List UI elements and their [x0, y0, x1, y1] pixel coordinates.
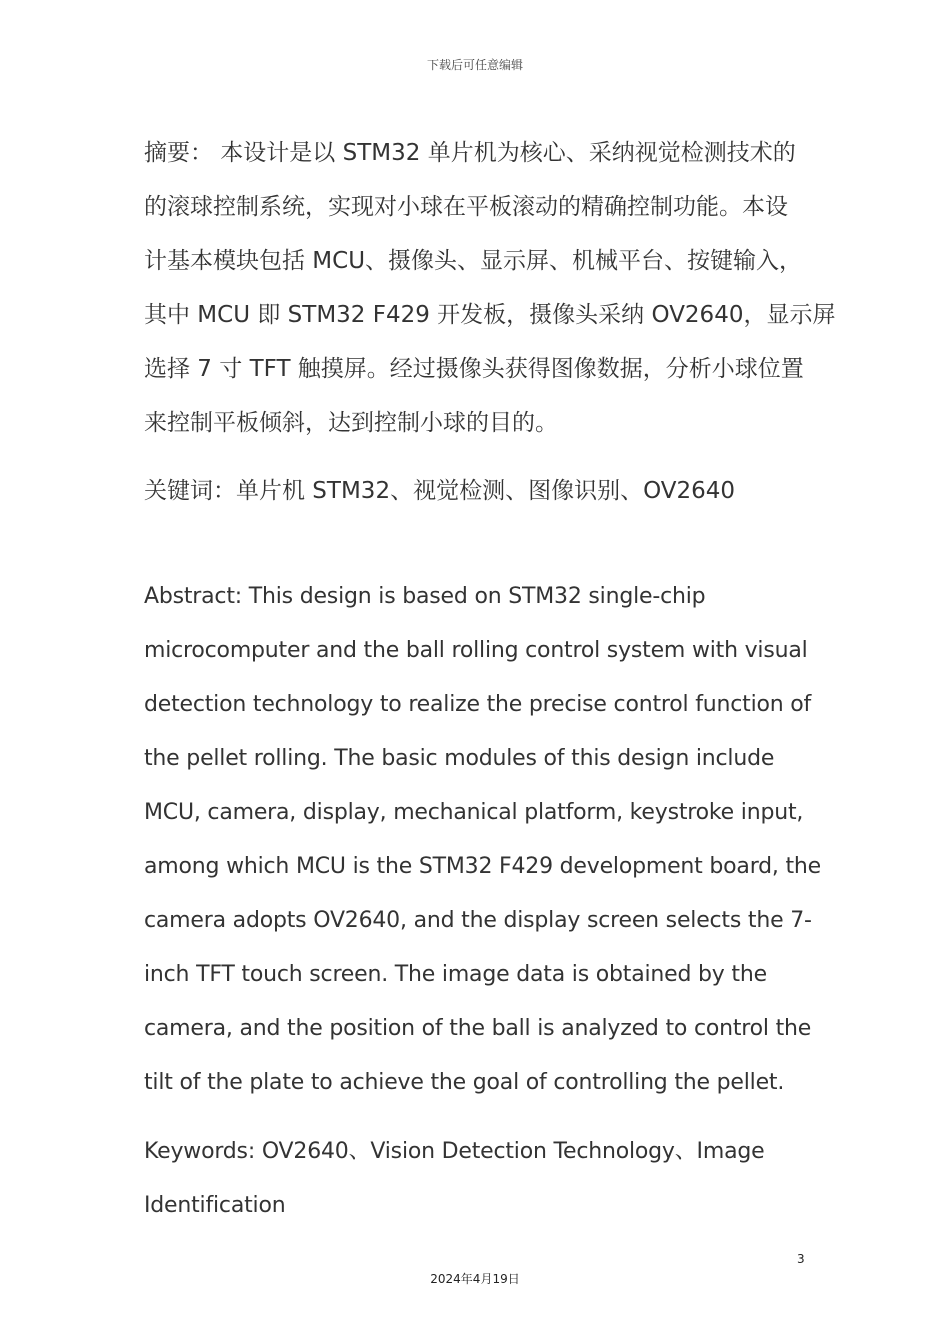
abstract-en-line: detection technology to realize the precise control function of — [144, 692, 812, 717]
abstract-en-line: MCU, camera, display, mechanical platform, keystroke input, — [144, 800, 804, 825]
abstract-en-line: among which MCU is the STM32 F429 development board, the — [144, 854, 822, 879]
abstract-cn-line: 其中 MCU 即 STM32 F429 开发板，摄像头采纳 OV2640，显示屏 — [144, 302, 836, 328]
abstract-en-line: microcomputer and the ball rolling control system with visual — [144, 638, 808, 663]
keywords-cn-text: 关键词：单片机 STM32、视觉检测、图像识别、OV2640 — [144, 478, 736, 504]
page-header: 下载后可任意编辑 — [426, 58, 523, 72]
abstract-cn-line: 选择 7 寸 TFT 触摸屏。经过摄像头获得图像数据，分析小球位置 — [144, 356, 804, 382]
abstract-cn-line: 摘要： 本设计是以 STM32 单片机为核心、采纳视觉检测技术的 — [144, 140, 796, 166]
page-number: 3 — [797, 1252, 805, 1266]
keywords-en — [144, 1125, 816, 1233]
abstract-en-line: camera, and the position of the ball is analyzed to control the — [144, 1016, 812, 1041]
abstract-cn — [144, 126, 836, 450]
abstract-en — [144, 570, 822, 1110]
abstract-cn-line: 的滚球控制系统，实现对小球在平板滚动的精确控制功能。本设 — [144, 194, 788, 220]
abstract-en-line: inch TFT touch screen. The image data is obtained by the — [144, 962, 767, 987]
keywords-en-line: Identification — [144, 1193, 286, 1218]
keywords-en-line: Keywords: OV2640、Vision Detection Technology、Image — [144, 1139, 765, 1164]
keywords-cn — [144, 464, 816, 518]
abstract-en-line: the pellet rolling. The basic modules of this design include — [144, 746, 775, 771]
abstract-en-line: camera adopts OV2640, and the display screen selects the 7- — [144, 908, 812, 933]
abstract-cn-line: 来控制平板倾斜，达到控制小球的目的。 — [144, 410, 558, 436]
abstract-en-line: Abstract: This design is based on STM32 single-chip — [144, 584, 706, 609]
abstract-en-line: tilt of the plate to achieve the goal of controlling the pellet. — [144, 1070, 785, 1095]
abstract-cn-line: 计基本模块包括 MCU、摄像头、显示屏、机械平台、按键输入， — [144, 248, 803, 274]
page-footer-date: 2024年4月19日 — [430, 1272, 520, 1286]
